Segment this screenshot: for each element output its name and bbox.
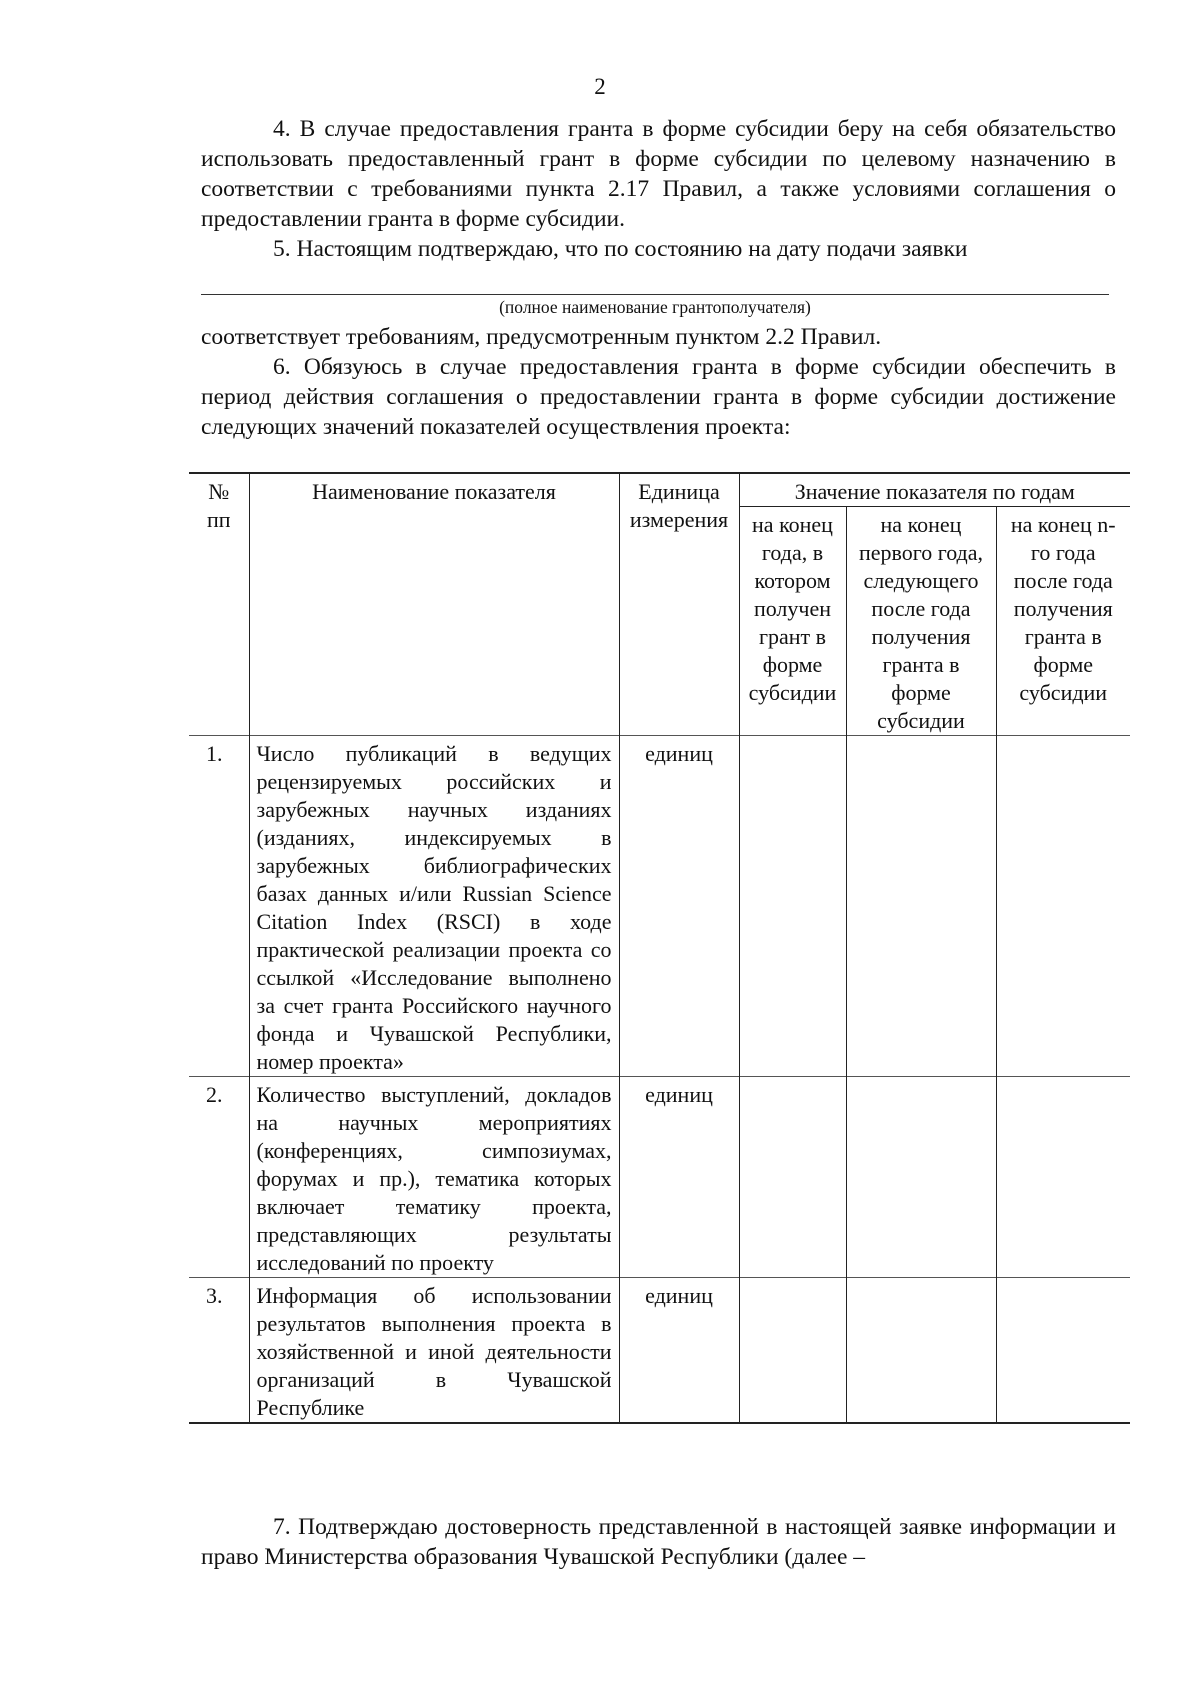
- table-row: [189, 1278, 1130, 1424]
- row-number: 2.: [189, 1077, 249, 1278]
- row-value-n-year-after[interactable]: [996, 1077, 1130, 1278]
- paragraph-5-start: 5. Настоящим подтверждаю, что по состоянию на дату подачи заявки: [273, 236, 968, 262]
- paragraph-block-bottom: [201, 1512, 1116, 1572]
- row-indicator-name: Информация об использовании результатов выполнения проекта в хозяйственной и иной деятельности организаций в Чувашской Республике: [249, 1278, 619, 1424]
- header-unit: Единица измерения: [619, 473, 739, 736]
- row-indicator-name: Число публикаций в ведущих рецензируемых российских и зарубежных научных изданиях (изданиях, индексируемых в зарубежных библиографических базах данных и/или Russian Science Citation Index (RSCI) в ходе практической реализации проекта со ссылкой «Исследование выполнено за счет гранта Российского научного фонда и Чувашской Республики, номер проекта»: [249, 736, 619, 1077]
- paragraph-4: 4. В случае предоставления гранта в форме субсидии беру на себя обязательство использовать предоставленный грант в форме субсидии по целевому назначению в соответствии с требованиями пункта 2.17 Правил, а также условиями соглашения о предоставлении гранта в форме субсидии.: [201, 116, 1116, 232]
- paragraph-7: 7. Подтверждаю достоверность представленной в настоящей заявке информации и право Министерства образования Чувашской Республики (далее –: [201, 1514, 1116, 1570]
- row-number: 3.: [189, 1278, 249, 1424]
- table-row: [189, 736, 1130, 1077]
- row-value-year-received[interactable]: [739, 736, 846, 1077]
- row-unit: единиц: [619, 1278, 739, 1424]
- row-unit: единиц: [619, 1077, 739, 1278]
- row-value-first-year-after[interactable]: [846, 1278, 996, 1424]
- table-header-row: [189, 473, 1130, 507]
- paragraph-5-end: соответствует требованиям, предусмотренным пунктом 2.2 Правил.: [201, 324, 882, 350]
- row-unit: единиц: [619, 736, 739, 1077]
- header-n-year-after: на конец n-го года после года получения гранта в форме субсидии: [996, 507, 1130, 736]
- row-number: 1.: [189, 736, 249, 1077]
- row-value-n-year-after[interactable]: [996, 736, 1130, 1077]
- row-value-first-year-after[interactable]: [846, 736, 996, 1077]
- row-indicator-name: Количество выступлений, докладов на научных мероприятиях (конференциях, симпозиумах, форумах и пр.), тематика которых включает тематику проекта, представляющих результаты исследований по проекту: [249, 1077, 619, 1278]
- row-value-n-year-after[interactable]: [996, 1278, 1130, 1424]
- row-value-year-received[interactable]: [739, 1077, 846, 1278]
- indicators-table: [189, 472, 1130, 1424]
- paragraph-6: 6. Обязуюсь в случае предоставления гранта в форме субсидии обеспечить в период действия соглашения о предоставлении гранта в форме субсидии достижение следующих значений показателей осуществления проекта:: [201, 354, 1116, 440]
- grantee-name-fill-line: [201, 294, 1109, 295]
- table-row: [189, 1077, 1130, 1278]
- grantee-name-caption: (полное наименование грантополучателя): [499, 297, 811, 317]
- paragraph-block-top: [201, 114, 1116, 264]
- page-number: 2: [594, 74, 606, 99]
- row-value-first-year-after[interactable]: [846, 1077, 996, 1278]
- row-value-year-received[interactable]: [739, 1278, 846, 1424]
- header-values-by-year: Значение показателя по годам: [739, 473, 1130, 507]
- header-indicator-name: Наименование показателя: [249, 473, 619, 736]
- paragraph-block-middle: [201, 322, 1116, 442]
- header-first-year-after: на конец первого года, следующего после года получения гранта в форме субсидии: [846, 507, 996, 736]
- header-number: № пп: [189, 473, 249, 736]
- header-year-received: на конец года, в котором получен грант в форме субсидии: [739, 507, 846, 736]
